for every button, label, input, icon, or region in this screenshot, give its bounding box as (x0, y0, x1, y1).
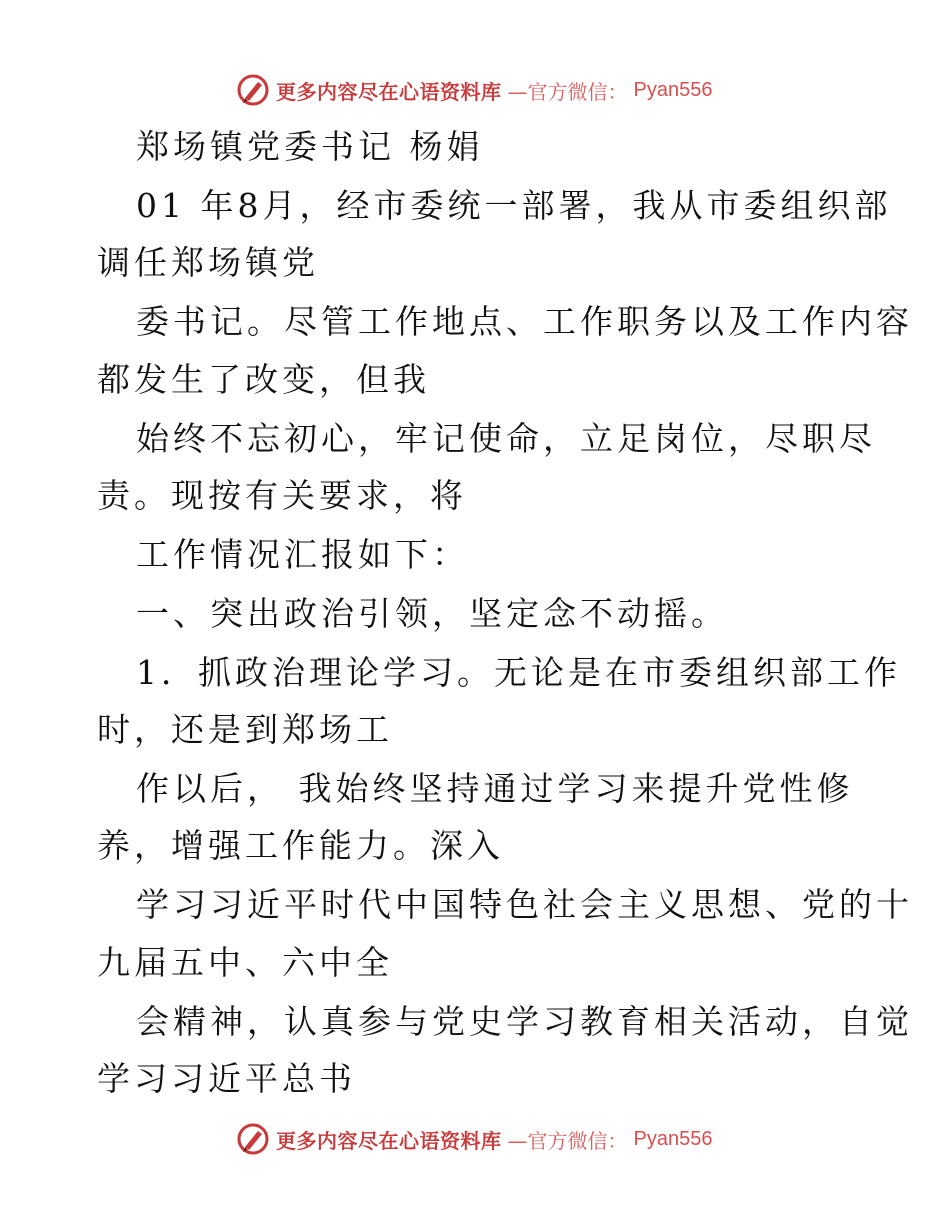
watermark-id-text: Pyan556 (633, 1127, 713, 1150)
doc-line: 工作情况汇报如下： (136, 535, 469, 574)
doc-line: 学习习近平时代中国特色社会主义思想、党的十 (136, 885, 913, 924)
watermark-dash-text: —官方微信： (507, 1128, 628, 1153)
doc-line: 会精神，认真参与党史学习教育相关活动，自觉 (136, 1002, 913, 1041)
doc-line: 养，增强工作能力。深入 (97, 826, 504, 865)
doc-line: 学习习近平总书 (97, 1059, 356, 1098)
doc-line: 调任郑场镇党 (97, 243, 319, 282)
watermark-dash-text: —官方微信： (507, 79, 628, 104)
pen-logo-icon (236, 73, 270, 107)
doc-line: 委书记。尽管工作地点、工作职务以及工作内容 (136, 302, 913, 341)
doc-line: 1．抓政治理论学习。无论是在市委组织部工作 (136, 653, 901, 692)
watermark-main-text: 更多内容尽在心语资料库 (276, 79, 502, 104)
watermark-main-text: 更多内容尽在心语资料库 (276, 1128, 502, 1153)
watermark-header (236, 70, 712, 110)
doc-line: 01 年8月，经市委统一部署，我从市委组织部 (136, 186, 892, 225)
watermark-id-text: Pyan556 (633, 78, 713, 101)
watermark-footer (236, 1119, 712, 1159)
doc-line: 郑场镇党委书记 杨娟 (136, 127, 484, 166)
doc-line: 责。现按有关要求，将 (97, 476, 467, 515)
doc-line: 作以后， 我始终坚持通过学习来提升党性修 (136, 769, 854, 808)
doc-line: 时，还是到郑场工 (97, 710, 393, 749)
pen-logo-icon (236, 1122, 270, 1156)
doc-line: 九届五中、六中全 (97, 943, 393, 982)
doc-line: 一、突出政治引领，坚定念不动摇。 (136, 594, 728, 633)
doc-line: 始终不忘初心，牢记使命，立足岗位，尽职尽 (136, 419, 876, 458)
doc-line: 都发生了改变，但我 (97, 360, 430, 399)
